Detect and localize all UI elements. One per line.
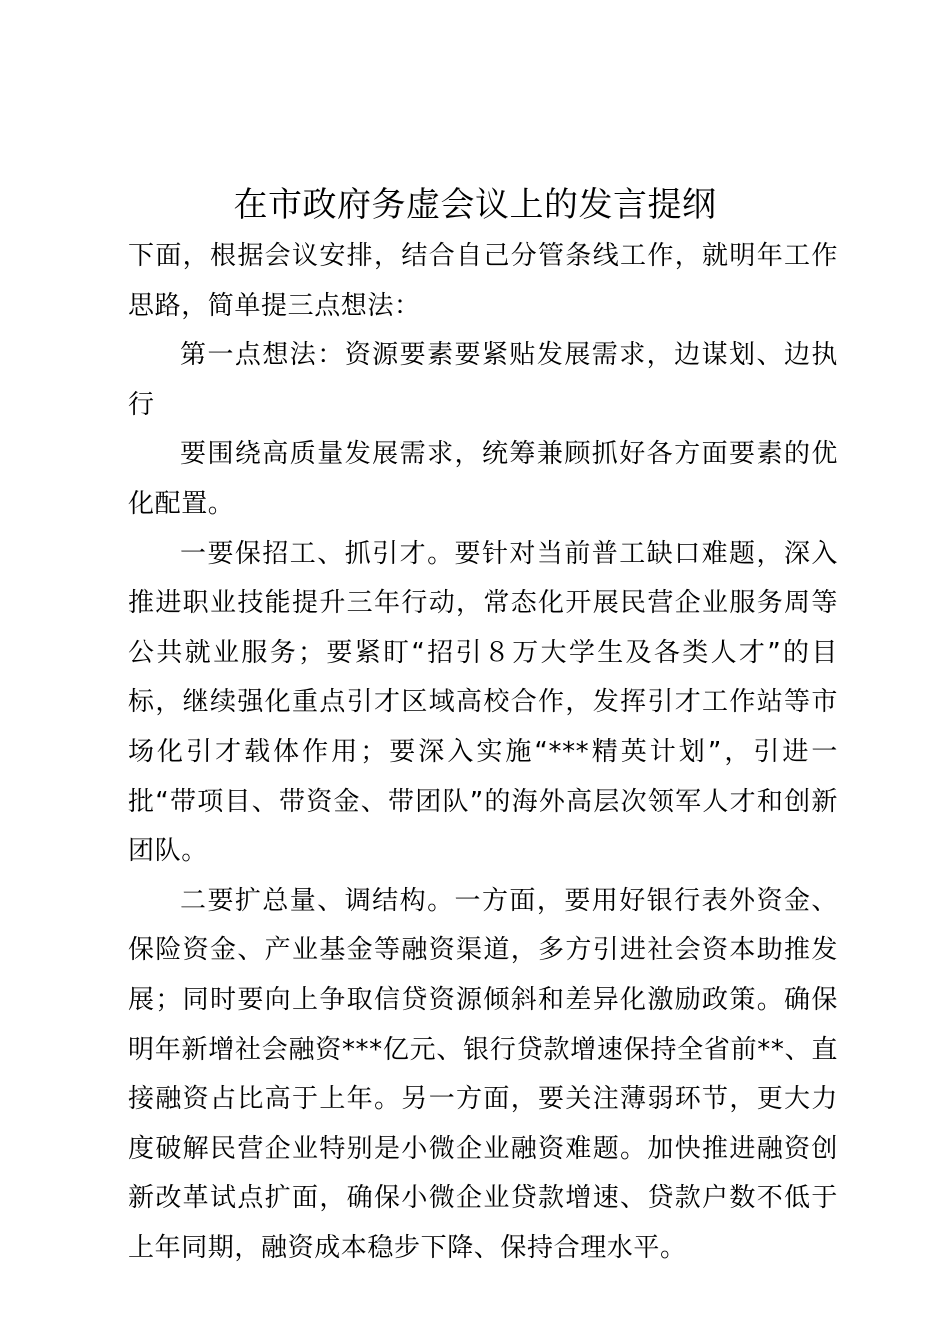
paragraph-finance: 二要扩总量、调结构。一方面，要用好银行表外资金、保险资金、产业基金等融资渠道，多方引进社会资本助推发展；同时要向上争取信贷资源倾斜和差异化激励政策。确保明年新增社会融资***亿元、银行贷款增速保持全省前**、直接融资占比高于上年。另一方面，要关注薄弱环节，更大力度破解民营企业特别是小微企业融资难题。加快推进融资创新改革试点扩面，确保小微企业贷款增速、贷款户数不低于上年同期，融资成本稳步下降、保持合理水平。: [128, 885, 838, 1263]
document-body: [128, 232, 838, 1273]
paragraph-point-one-summary: 要围绕高质量发展需求，统筹兼顾抓好各方面要素的优化配置。: [128, 439, 838, 519]
paragraph-heading-point-one: 第一点想法：资源要素要紧贴发展需求，边谋划、边执行: [128, 340, 838, 420]
paragraph-talent: 一要保招工、抓引才。要针对当前普工缺口难题，深入推进职业技能提升三年行动，常态化开展民营企业服务周等公共就业服务；要紧盯“招引８万大学生及各类人才”的目标，继续强化重点引才区域高校合作，发挥引才工作站等市场化引才载体作用；要深入实施“***精英计划”，引进一批“带项目、带资金、带团队”的海外高层次领军人才和创新团队。: [128, 538, 838, 867]
paragraph-intro: 下面，根据会议安排，结合自己分管条线工作，就明年工作思路，简单提三点想法：: [128, 241, 838, 321]
document-title: 在市政府务虚会议上的发言提纲: [233, 185, 717, 225]
